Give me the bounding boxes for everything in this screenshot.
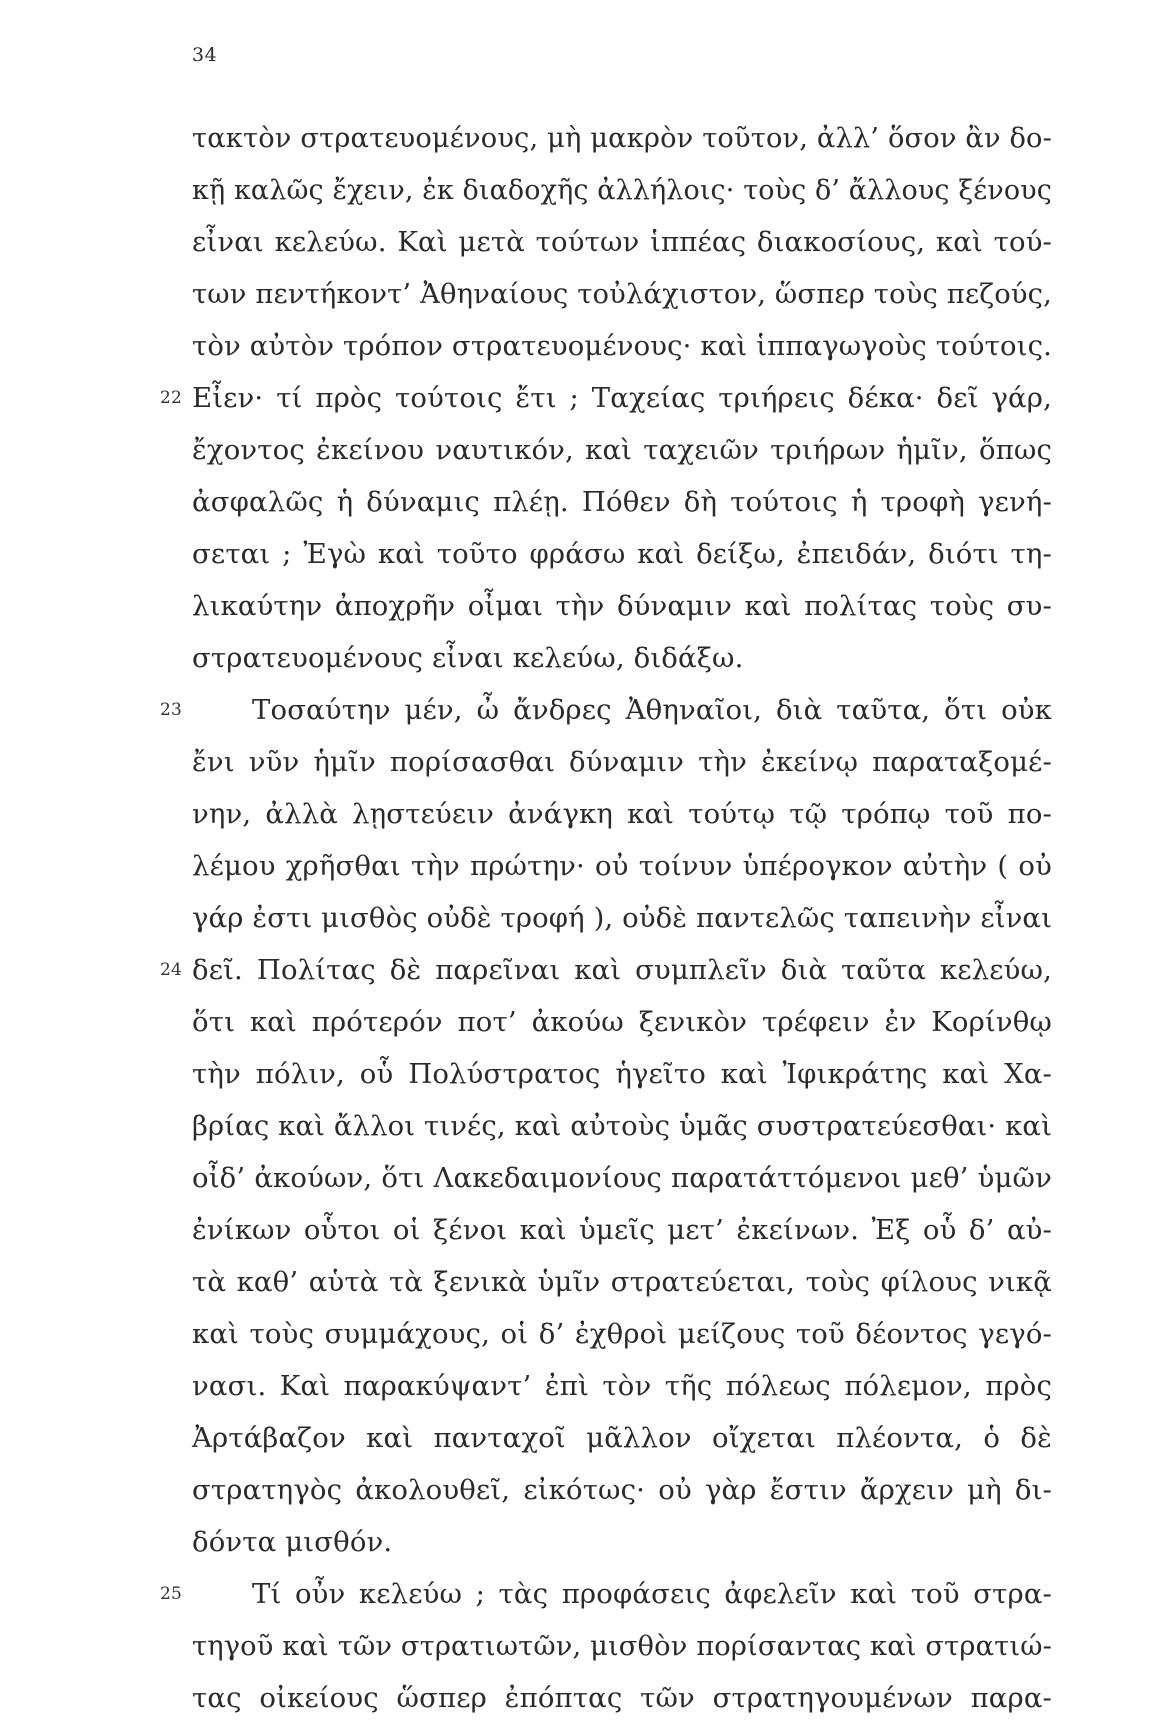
text-line [192,1620,1052,1672]
text-line [192,1308,1052,1360]
text-line [192,1204,1052,1256]
text-line [192,1100,1052,1152]
section-number: 25 [160,1584,182,1604]
line-text: στρατευομένους εἶναι κελεύω, διδάξω. [192,642,744,674]
line-text: δόντα μισθόν. [192,1526,393,1558]
line-text: Εἶεν· τί πρὸς τούτοις ἔτι ; Ταχείας τριήρεις δέκα· δεῖ γάρ, [192,382,1052,414]
text-line [192,996,1052,1048]
text-line [192,268,1052,320]
line-text: σεται ; Ἐγὼ καὶ τοῦτο φράσω καὶ δείξω, ἐπειδάν, διότι τη- [192,538,1052,570]
text-line [192,112,1052,164]
line-text: τὸν αὐτὸν τρόπον στρατευομένους· καὶ ἱππαγωγοὺς τούτοις. [192,330,1052,362]
line-text: στρατηγὸς ἀκολουθεῖ, εἰκότως· οὐ γὰρ ἔστιν ἄρχειν μὴ δι- [192,1474,1052,1506]
line-text: λικαύτην ἀποχρῆν οἶμαι τὴν δύναμιν καὶ πολίτας τοὺς συ- [192,590,1052,622]
line-text: βρίας καὶ ἄλλοι τινές, καὶ αὐτοὺς ὑμᾶς συστρατεύεσθαι· καὶ [192,1110,1052,1142]
text-line [192,320,1052,372]
text-line [192,1048,1052,1100]
line-text: Τί οὖν κελεύω ; τὰς προφάσεις ἀφελεῖν καὶ τοῦ στρα- [252,1578,1052,1610]
text-line [160,1568,1052,1620]
text-line [192,1360,1052,1412]
line-text: λέμου χρῆσθαι τὴν πρώτην· οὐ τοίνυν ὑπέρογκον αὐτὴν ( οὐ [192,850,1052,882]
text-line [192,1152,1052,1204]
line-text: τὰ καθ’ αὑτὰ τὰ ξενικὰ ὑμῖν στρατεύεται, τοὺς φίλους νικᾷ [192,1266,1052,1298]
text-line [192,840,1052,892]
text-line [160,684,1052,736]
text-line [192,1672,1052,1724]
line-text: των πεντήκοντ’ Ἀθηναίους τοὐλάχιστον, ὥσπερ τοὺς πεζούς, [192,278,1052,310]
line-text: τὴν πόλιν, οὗ Πολύστρατος ἡγεῖτο καὶ Ἰφικράτης καὶ Χα- [192,1058,1052,1090]
text-line [192,1256,1052,1308]
line-text: ἀσφαλῶς ἡ δύναμις πλέῃ. Πόθεν δὴ τούτοις ἡ τροφὴ γενή- [192,486,1052,518]
line-text: Τοσαύτην μέν, ὦ ἄνδρες Ἀθηναῖοι, διὰ ταῦτα, ὅτι οὐκ [252,694,1052,726]
line-text: ἔχοντος ἐκείνου ναυτικόν, καὶ ταχειῶν τριήρων ἡμῖν, ὅπως [192,434,1052,466]
text-line [192,528,1052,580]
line-text: νην, ἀλλὰ λῃστεύειν ἀνάγκη καὶ τούτῳ τῷ τρόπῳ τοῦ πο- [192,798,1052,830]
text-line [192,736,1052,788]
text-line [192,580,1052,632]
line-text: οἶδ’ ἀκούων, ὅτι Λακεδαιμονίους παρατάττόμενοι μεθ’ ὑμῶν [192,1162,1052,1194]
line-text: τας οἰκείους ὥσπερ ἐπόπτας τῶν στρατηγουμένων παρα- [192,1682,1052,1714]
text-line [192,476,1052,528]
line-text: καὶ τοὺς συμμάχους, οἱ δ’ ἐχθροὶ μείζους τοῦ δέοντος γεγό- [192,1318,1052,1350]
line-text: νασι. Καὶ παρακύψαντ’ ἐπὶ τὸν τῆς πόλεως πόλεμον, πρὸς [192,1370,1052,1402]
line-text: ἐνίκων οὗτοι οἱ ξένοι καὶ ὑμεῖς μετ’ ἐκείνων. Ἐξ οὗ δ’ αὐ- [192,1214,1052,1246]
text-line [160,944,1052,996]
section-number: 22 [160,388,182,408]
line-text: κῇ καλῶς ἔχειν, ἐκ διαδοχῆς ἀλλήλοις· τοὺς δ’ ἄλλους ξένους [192,174,1052,206]
line-text: ὅτι καὶ πρότερόν ποτ’ ἀκούω ξενικὸν τρέφειν ἐν Κορίνθῳ [192,1006,1052,1038]
line-text: δεῖ. Πολίτας δὲ παρεῖναι καὶ συμπλεῖν διὰ ταῦτα κελεύω, [192,954,1052,986]
line-text: τηγοῦ καὶ τῶν στρατιωτῶν, μισθὸν πορίσαντας καὶ στρατιώ- [192,1630,1052,1662]
text-line [192,1412,1052,1464]
text-line [192,1464,1052,1516]
text-line [192,164,1052,216]
line-text: τακτὸν στρατευομένους, μὴ μακρὸν τοῦτον, ἀλλ’ ὅσον ἂν δο- [192,122,1052,154]
text-line [192,892,1052,944]
line-text: Ἀρτάβαζον καὶ πανταχοῖ μᾶλλον οἴχεται πλέοντα, ὁ δὲ [192,1422,1052,1454]
line-text: εἶναι κελεύω. Καὶ μετὰ τούτων ἱππέας διακοσίους, καὶ τού- [192,226,1052,258]
line-text: γάρ ἐστι μισθὸς οὐδὲ τροφή ), οὐδὲ παντελῶς ταπεινὴν εἶναι [192,902,1052,934]
page-number: 34 [192,44,218,66]
text-line [192,216,1052,268]
text-line [192,632,1052,684]
text-line [160,372,1052,424]
text-line [192,424,1052,476]
text-line [192,788,1052,840]
section-number: 23 [160,700,182,720]
text-line [192,1516,1052,1568]
section-number: 24 [160,960,182,980]
body-text [160,112,1052,1724]
line-text: ἔνι νῦν ἡμῖν πορίσασθαι δύναμιν τὴν ἐκείνῳ παραταξομέ- [192,746,1052,778]
